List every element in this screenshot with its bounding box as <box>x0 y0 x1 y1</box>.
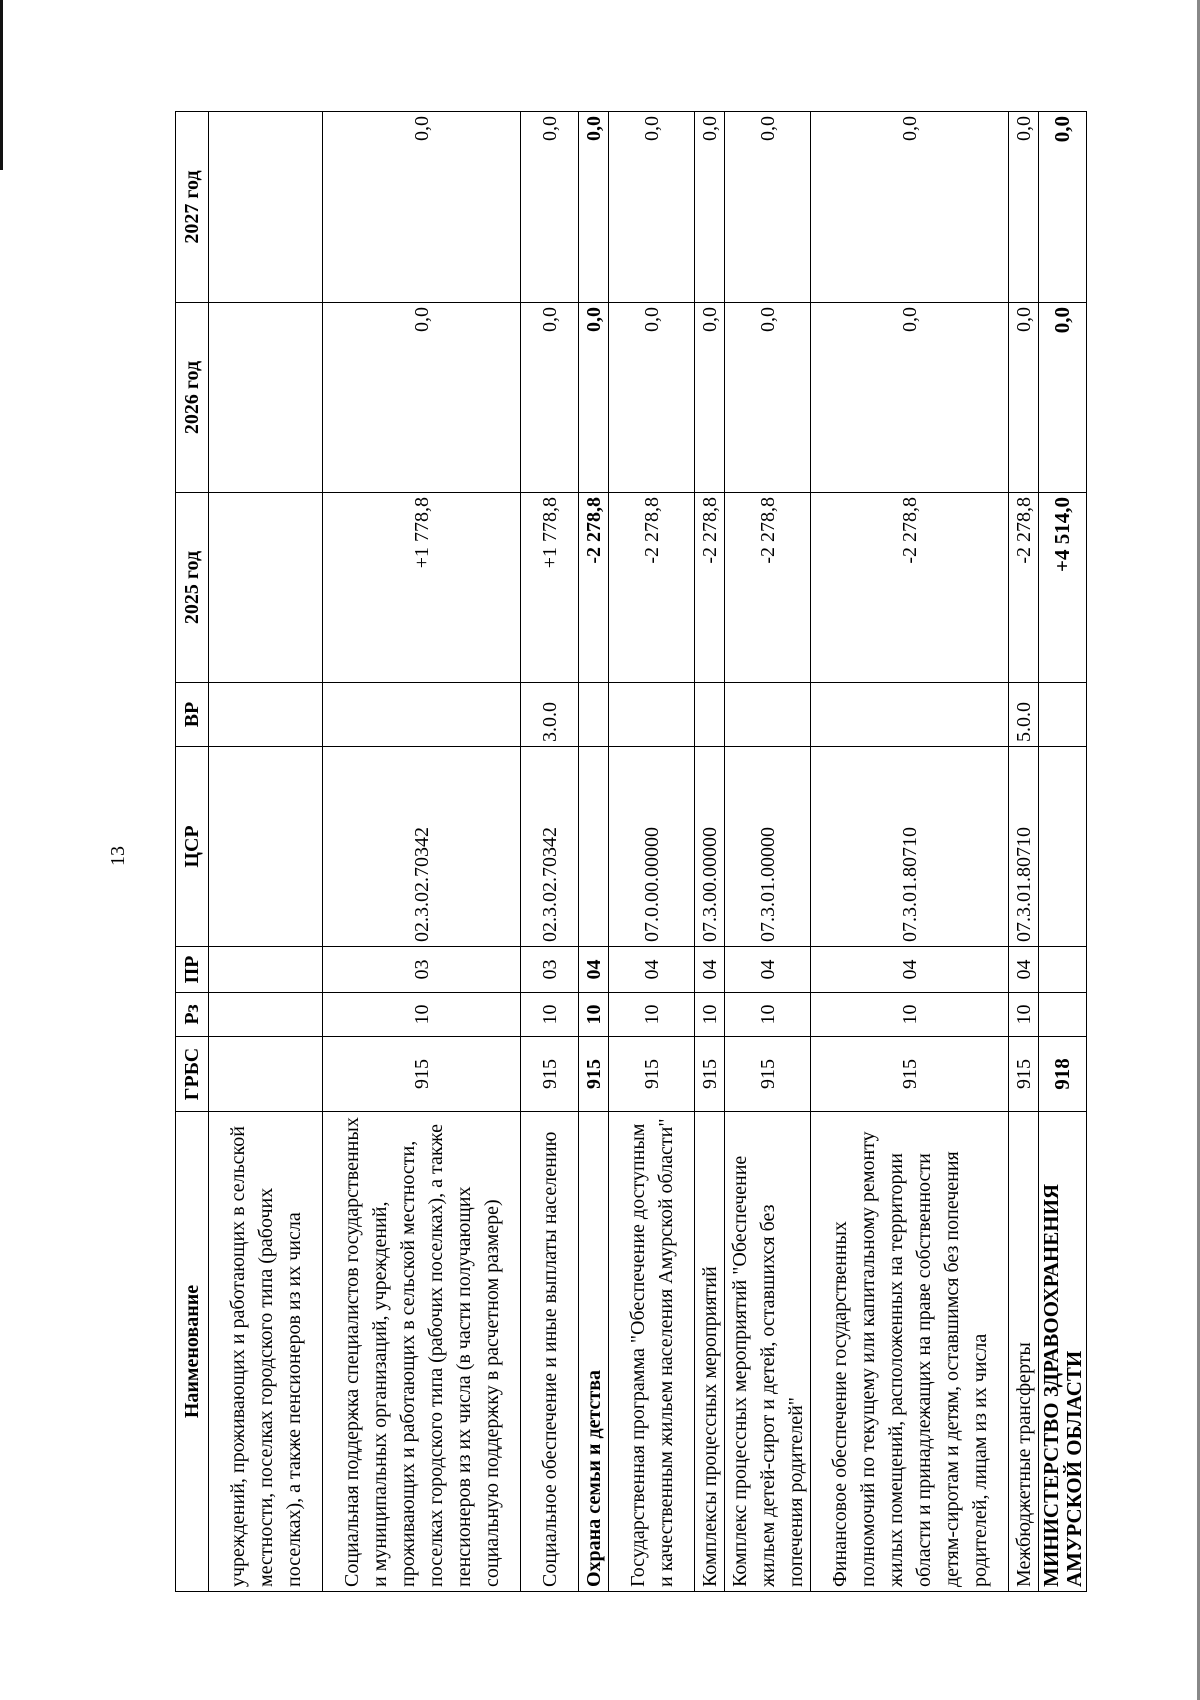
row-2025: -2 278,8 <box>579 493 609 683</box>
row-2025: -2 278,8 <box>695 493 725 683</box>
table-header-row <box>176 112 209 1592</box>
row-name: Охрана семьи и детства <box>579 1112 609 1592</box>
row-2026: 0,0 <box>1009 303 1039 493</box>
row-grbs: 915 <box>323 1037 521 1112</box>
row-2027: 0,0 <box>323 112 521 303</box>
row-2026: 0,0 <box>609 303 695 493</box>
row-rz <box>209 993 323 1037</box>
row-name: Комплексы процессных мероприятий <box>695 1112 725 1592</box>
header-2025: 2025 год <box>176 493 209 683</box>
row-2025: -2 278,8 <box>725 493 811 683</box>
row-name: Комплекс процессных мероприятий "Обеспечение жильем детей-сирот и детей, оставшихся без попечения родителей" <box>725 1112 811 1592</box>
row-pr: 04 <box>609 947 695 993</box>
row-rz <box>1039 993 1087 1037</box>
row-grbs: 915 <box>725 1037 811 1112</box>
row-csr <box>1039 747 1087 947</box>
header-pr: ПР <box>176 947 209 993</box>
row-csr: 07.3.01.80710 <box>1009 747 1039 947</box>
row-vr <box>209 683 323 747</box>
row-2027: 0,0 <box>521 112 579 303</box>
row-csr <box>209 747 323 947</box>
header-2027: 2027 год <box>176 112 209 303</box>
header-2026: 2026 год <box>176 303 209 493</box>
row-name: Финансовое обеспечение государственных полномочий по текущему или капитальному ремонту жилых помещений, расположенных на территории области и принадлежащих на праве собственности детям-сиротам и детям, оставшимся без попечения родителей, лицам из их числа <box>811 1112 1009 1592</box>
row-2025: -2 278,8 <box>609 493 695 683</box>
header-vr: ВР <box>176 683 209 747</box>
row-2026: 0,0 <box>811 303 1009 493</box>
row-rz: 10 <box>811 993 1009 1037</box>
row-2026: 0,0 <box>1039 303 1087 493</box>
row-pr: 04 <box>695 947 725 993</box>
row-grbs: 915 <box>579 1037 609 1112</box>
row-pr <box>209 947 323 993</box>
row-name: Государственная программа "Обеспечение доступным и качественным жильем населения Амурской области" <box>609 1112 695 1592</box>
row-2025: +4 514,0 <box>1039 493 1087 683</box>
row-grbs: 915 <box>521 1037 579 1112</box>
row-csr: 02.3.02.70342 <box>323 747 521 947</box>
row-pr: 03 <box>521 947 579 993</box>
row-rz: 10 <box>695 993 725 1037</box>
row-vr <box>579 683 609 747</box>
row-pr: 04 <box>811 947 1009 993</box>
table-row <box>579 112 609 1592</box>
table-row <box>521 112 579 1592</box>
row-rz: 10 <box>1009 993 1039 1037</box>
row-2026: 0,0 <box>725 303 811 493</box>
row-2026: 0,0 <box>695 303 725 493</box>
row-rz: 10 <box>725 993 811 1037</box>
row-pr: 04 <box>579 947 609 993</box>
header-grbs: ГРБС <box>176 1037 209 1112</box>
row-name: Социальное обеспечение и иные выплаты населению <box>521 1112 579 1592</box>
table-row <box>209 112 323 1592</box>
table-row <box>323 112 521 1592</box>
row-2025: +1 778,8 <box>323 493 521 683</box>
row-csr: 07.3.01.00000 <box>725 747 811 947</box>
header-rz: Рз <box>176 993 209 1037</box>
table-row <box>1039 112 1087 1592</box>
row-grbs: 915 <box>811 1037 1009 1112</box>
row-vr <box>1039 683 1087 747</box>
row-2026: 0,0 <box>521 303 579 493</box>
table-row <box>1009 112 1039 1592</box>
table-row <box>725 112 811 1592</box>
row-csr: 02.3.02.70342 <box>521 747 579 947</box>
row-2027: 0,0 <box>695 112 725 303</box>
budget-table <box>175 111 1087 1592</box>
row-2027: 0,0 <box>1009 112 1039 303</box>
row-vr <box>609 683 695 747</box>
row-rz: 10 <box>609 993 695 1037</box>
row-pr <box>1039 947 1087 993</box>
row-2026: 0,0 <box>579 303 609 493</box>
page-number: 13 <box>107 846 129 866</box>
row-2027: 0,0 <box>1039 112 1087 303</box>
row-csr: 07.3.01.80710 <box>811 747 1009 947</box>
row-grbs <box>209 1037 323 1112</box>
row-name: учреждений, проживающих и работающих в сельской местности, поселках городского типа (рабочих поселках), а также пенсионеров из их числа <box>209 1112 323 1592</box>
row-grbs: 915 <box>609 1037 695 1112</box>
row-2025 <box>209 493 323 683</box>
header-name: Наименование <box>176 1112 209 1592</box>
row-pr: 04 <box>1009 947 1039 993</box>
row-2027: 0,0 <box>609 112 695 303</box>
row-pr: 04 <box>725 947 811 993</box>
row-name: Межбюджетные трансферты <box>1009 1112 1039 1592</box>
row-csr <box>579 747 609 947</box>
row-name: Социальная поддержка специалистов государственных и муниципальных организаций, учреждений, проживающих и работающих в сельской местности, поселках городского типа (рабочих поселках), а также пенсионеров из их числа (в части получающих социальную поддержку в расчетном размере) <box>323 1112 521 1592</box>
row-2025: +1 778,8 <box>521 493 579 683</box>
row-rz: 10 <box>323 993 521 1037</box>
row-2026: 0,0 <box>323 303 521 493</box>
row-grbs: 915 <box>695 1037 725 1112</box>
row-rz: 10 <box>521 993 579 1037</box>
row-2027: 0,0 <box>811 112 1009 303</box>
row-2027 <box>209 112 323 303</box>
row-csr: 07.0.00.00000 <box>609 747 695 947</box>
row-vr: 3.0.0 <box>521 683 579 747</box>
row-2025: -2 278,8 <box>1009 493 1039 683</box>
rotated-page-content <box>175 112 1086 1592</box>
row-grbs: 918 <box>1039 1037 1087 1112</box>
row-csr: 07.3.00.00000 <box>695 747 725 947</box>
row-vr <box>695 683 725 747</box>
table-row <box>811 112 1009 1592</box>
row-vr <box>323 683 521 747</box>
row-grbs: 915 <box>1009 1037 1039 1112</box>
row-2027: 0,0 <box>725 112 811 303</box>
row-2026 <box>209 303 323 493</box>
row-name: МИНИСТЕРСТВО ЗДРАВООХРАНЕНИЯ АМУРСКОЙ ОБЛАСТИ <box>1039 1112 1087 1592</box>
scan-edge <box>0 0 3 170</box>
header-csr: ЦСР <box>176 747 209 947</box>
row-2025: -2 278,8 <box>811 493 1009 683</box>
row-vr <box>725 683 811 747</box>
row-vr <box>811 683 1009 747</box>
row-2027: 0,0 <box>579 112 609 303</box>
row-pr: 03 <box>323 947 521 993</box>
row-vr: 5.0.0 <box>1009 683 1039 747</box>
row-rz: 10 <box>579 993 609 1037</box>
table-row <box>609 112 695 1592</box>
table-row <box>695 112 725 1592</box>
